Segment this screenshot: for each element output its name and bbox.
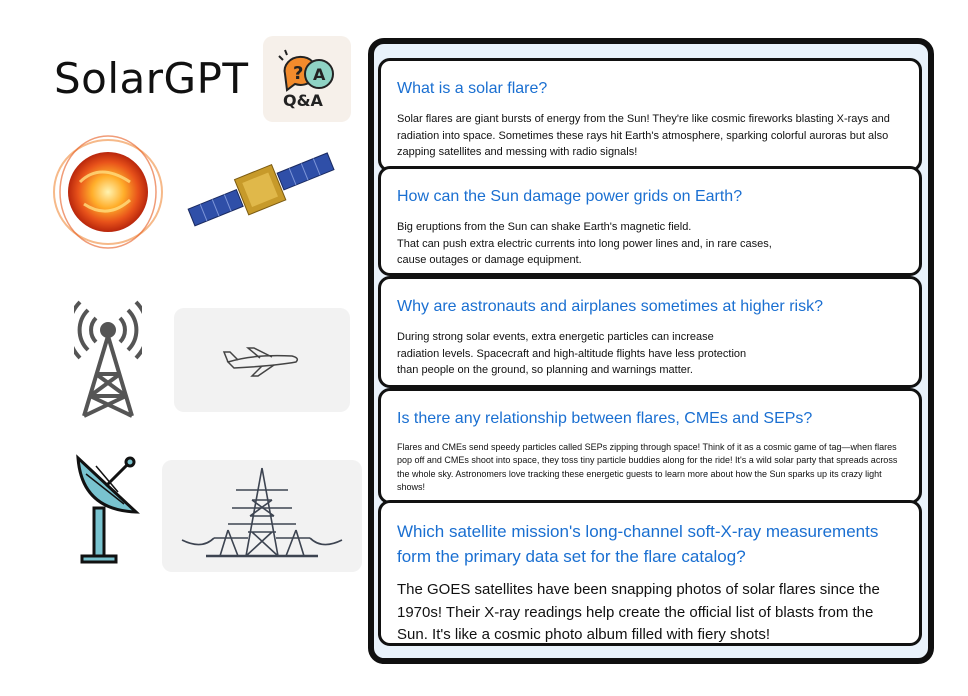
faq-answer: Flares and CMEs send speedy particles called SEPs zipping through space! Think of it as a cosmic game of tag—when flares pop off and CMEs shoot into space, they toss tiny particle buddies along for the ride! It's a wild solar party that spreads across the whole sky. Astronomers love tracking these energetic guests to learn more about how the Sun sparks up its crazy light shows!	[397, 442, 898, 492]
faq-card	[378, 276, 922, 388]
power-pylon-icon	[162, 460, 362, 572]
radio-tower-icon	[74, 296, 142, 420]
satellite-icon	[184, 150, 340, 228]
svg-text:A: A	[313, 65, 326, 84]
svg-text:?: ?	[293, 63, 304, 84]
svg-text:Q&A: Q&A	[283, 91, 323, 110]
airplane-tile	[174, 308, 350, 412]
qa-badge-icon	[263, 36, 351, 122]
faq-question[interactable]: Is there any relationship between flares, CMEs and SEPs?	[397, 410, 813, 427]
faq-question[interactable]: What is a solar flare?	[397, 80, 548, 97]
satellite-dish-icon	[72, 452, 142, 564]
faq-answer: The GOES satellites have been snapping photos of solar flares since the 1970s! Their X-ray readings help create the official list of blasts from the Sun. It's like a cosmic photo album filled with fiery shots!	[397, 581, 880, 643]
faq-card	[378, 58, 922, 172]
app-title: SolarGPT	[54, 54, 249, 103]
faq-answer: During strong solar events, extra energetic particles can increase radiation levels. Spacecraft and high-altitude flights have less protection than people on the ground, so planning and warnings matter.	[397, 331, 747, 376]
faq-card	[378, 500, 922, 646]
faq-question[interactable]: How can the Sun damage power grids on Earth?	[397, 188, 743, 205]
sun-flare-icon	[50, 132, 166, 250]
faq-question[interactable]: Why are astronauts and airplanes sometimes at higher risk?	[397, 298, 823, 315]
faq-question[interactable]: Which satellite mission's long-channel soft-X-ray measurements form the primary data set for the flare catalog?	[397, 522, 879, 566]
faq-answer: Solar flares are giant bursts of energy from the Sun! They're like cosmic fireworks blasting X-rays and radiation into space. Sometimes these rays hit Earth's atmosphere, sparking colorful auroras but also zapping satellites and messing with radio signals!	[397, 113, 890, 158]
power-pylon-tile	[162, 460, 362, 572]
airplane-icon	[174, 308, 350, 412]
faq-card	[378, 388, 922, 504]
faq-answer: Big eruptions from the Sun can shake Earth's magnetic field. That can push extra electric currents into long power lines and, in rare cases, cause outages or damage equipment.	[397, 221, 772, 266]
faq-card	[378, 166, 922, 276]
